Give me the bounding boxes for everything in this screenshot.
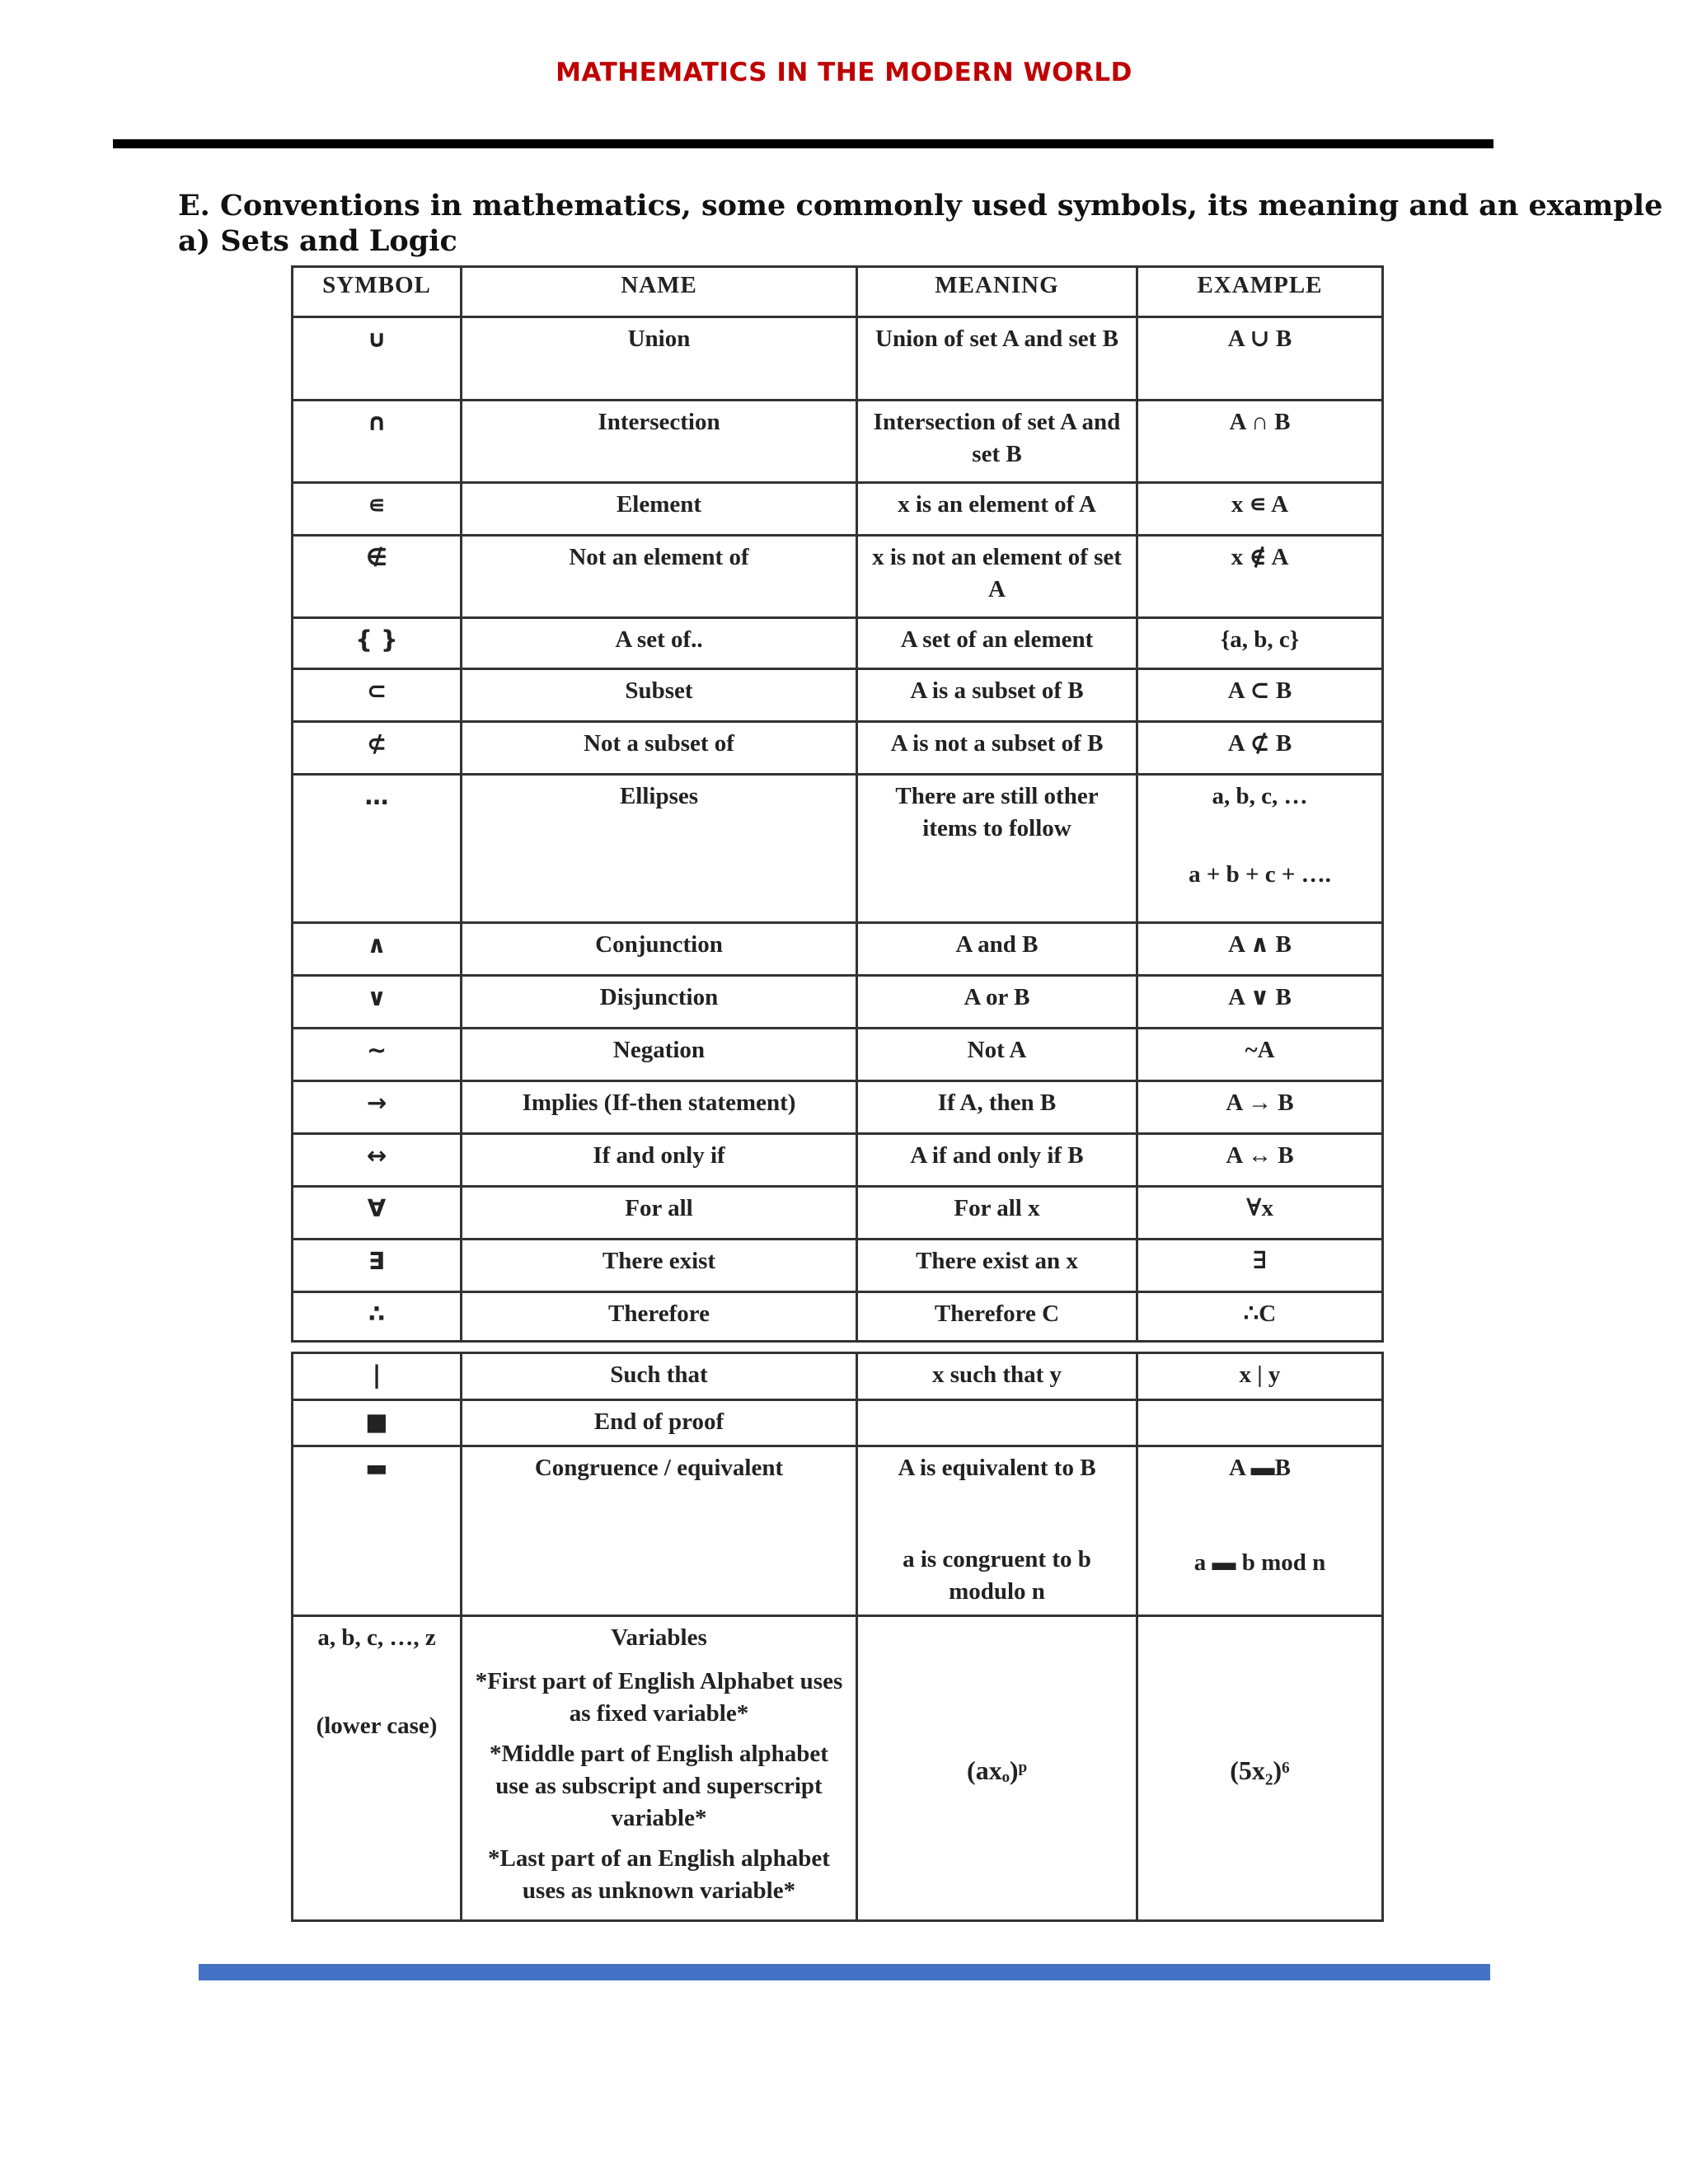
- column-header-meaning: MEANING: [857, 267, 1137, 317]
- table-row: [293, 722, 1383, 775]
- symbol-cell: ∀: [293, 1187, 462, 1240]
- name-cell: There exist: [462, 1240, 857, 1292]
- symbol-cell: [293, 1616, 462, 1921]
- symbol-cell: …: [293, 775, 462, 923]
- example-line: A ▬B: [1229, 1455, 1291, 1481]
- symbol-cell: ∴: [293, 1292, 462, 1342]
- variables-note: *First part of English Alphabet uses as fixed variable*: [475, 1668, 843, 1727]
- name-cell: Intersection: [462, 401, 857, 483]
- symbols-table: [291, 265, 1384, 1343]
- column-header-name: NAME: [462, 267, 857, 317]
- variables-note: *Middle part of English alphabet use as subscript and superscript variable*: [490, 1741, 828, 1831]
- symbol-cell: ⊂: [293, 669, 462, 722]
- symbol-cell: { }: [293, 618, 462, 669]
- symbol-cell: ∧: [293, 923, 462, 976]
- example-line: a ▬ b mod n: [1193, 1549, 1326, 1576]
- example-cell: A ∧ B: [1137, 923, 1383, 976]
- example-cell: A ∪ B: [1137, 317, 1383, 401]
- example-cell: (5x₂)⁶: [1137, 1616, 1383, 1921]
- name-cell: [462, 1616, 857, 1921]
- table-row: [293, 1353, 1383, 1400]
- name-cell: Conjunction: [462, 923, 857, 976]
- variables-symbol-note: (lower case): [316, 1713, 438, 1739]
- name-cell: Ellipses: [462, 775, 857, 923]
- name-cell: If and only if: [462, 1134, 857, 1187]
- example-cell: ∴C: [1137, 1292, 1383, 1342]
- example-line: a + b + c + ….: [1189, 861, 1331, 888]
- meaning-cell: Therefore C: [857, 1292, 1137, 1342]
- name-cell: Element: [462, 483, 857, 536]
- table-row: [293, 1292, 1383, 1342]
- symbols-table-continued: [291, 1352, 1384, 1922]
- symbol-cell: ∊: [293, 483, 462, 536]
- meaning-cell: x is not an element of set A: [857, 536, 1137, 618]
- example-cell: A ↔ B: [1137, 1134, 1383, 1187]
- footer-bar: [199, 1964, 1490, 1980]
- example-cell: ∃: [1137, 1240, 1383, 1292]
- symbol-cell: |: [293, 1353, 462, 1400]
- variables-note: *Last part of an English alphabet uses as unknown variable*: [488, 1845, 830, 1904]
- name-cell: Not a subset of: [462, 722, 857, 775]
- table-header-row: [293, 267, 1383, 317]
- symbol-cell: ∪: [293, 317, 462, 401]
- example-line: a, b, c, …: [1212, 783, 1308, 809]
- name-cell: Subset: [462, 669, 857, 722]
- example-cell: [1137, 1400, 1383, 1446]
- meaning-cell: Not A: [857, 1029, 1137, 1081]
- column-header-symbol: SYMBOL: [293, 267, 462, 317]
- symbol-cell: ↔: [293, 1134, 462, 1187]
- name-cell: For all: [462, 1187, 857, 1240]
- meaning-cell: A and B: [857, 923, 1137, 976]
- example-cell: A → B: [1137, 1081, 1383, 1134]
- example-cell: ~A: [1137, 1029, 1383, 1081]
- section-subheading: a) Sets and Logic: [178, 224, 457, 258]
- example-cell: ∀x: [1137, 1187, 1383, 1240]
- meaning-line: A is equivalent to B: [898, 1455, 1096, 1481]
- table-row: [293, 536, 1383, 618]
- table-row: [293, 1187, 1383, 1240]
- column-header-example: EXAMPLE: [1137, 267, 1383, 317]
- symbol-cell: ~: [293, 1029, 462, 1081]
- table-row: [293, 1029, 1383, 1081]
- meaning-cell: For all x: [857, 1187, 1137, 1240]
- symbol-cell: ∃: [293, 1240, 462, 1292]
- meaning-line: a is congruent to b modulo n: [903, 1546, 1091, 1605]
- table-row: [293, 1240, 1383, 1292]
- meaning-cell: [857, 1400, 1137, 1446]
- variables-symbol: a, b, c, …, z: [317, 1624, 436, 1651]
- meaning-cell: [857, 1446, 1137, 1616]
- meaning-cell: There are still other items to follow: [857, 775, 1137, 923]
- meaning-cell: A is not a subset of B: [857, 722, 1137, 775]
- section-heading-block: [178, 188, 1662, 259]
- example-cell: A ∩ B: [1137, 401, 1383, 483]
- section-heading: E. Conventions in mathematics, some commonly used symbols, its meaning and an example: [178, 189, 1663, 223]
- example-cell: [1137, 775, 1383, 923]
- meaning-cell: A set of an element: [857, 618, 1137, 669]
- table-row: [293, 923, 1383, 976]
- table-row: [293, 669, 1383, 722]
- symbol-cell: →: [293, 1081, 462, 1134]
- table-row: [293, 1400, 1383, 1446]
- page-header-title: MATHEMATICS IN THE MODERN WORLD: [556, 58, 1132, 87]
- meaning-cell: If A, then B: [857, 1081, 1137, 1134]
- table-row: [293, 1134, 1383, 1187]
- name-cell: Congruence / equivalent: [462, 1446, 857, 1616]
- table-row: [293, 483, 1383, 536]
- name-cell: Such that: [462, 1353, 857, 1400]
- example-cell: {a, b, c}: [1137, 618, 1383, 669]
- name-cell: Disjunction: [462, 976, 857, 1029]
- table-row: [293, 618, 1383, 669]
- symbol-cell: ∩: [293, 401, 462, 483]
- meaning-cell: x such that y: [857, 1353, 1137, 1400]
- meaning-cell: A or B: [857, 976, 1137, 1029]
- name-cell: Therefore: [462, 1292, 857, 1342]
- example-cell: x ∊ A: [1137, 483, 1383, 536]
- table-row: [293, 1446, 1383, 1616]
- table-row: [293, 1081, 1383, 1134]
- example-cell: A ⊂ B: [1137, 669, 1383, 722]
- table-row-variables: [293, 1616, 1383, 1921]
- symbol-cell: ⊄: [293, 722, 462, 775]
- meaning-cell: A is a subset of B: [857, 669, 1137, 722]
- meaning-cell: There exist an x: [857, 1240, 1137, 1292]
- variables-name: Variables: [611, 1624, 707, 1651]
- table-row: [293, 775, 1383, 923]
- symbol-cell: ∨: [293, 976, 462, 1029]
- name-cell: Negation: [462, 1029, 857, 1081]
- name-cell: Union: [462, 317, 857, 401]
- meaning-cell: Intersection of set A and set B: [857, 401, 1137, 483]
- meaning-cell: A if and only if B: [857, 1134, 1137, 1187]
- meaning-cell: Union of set A and set B: [857, 317, 1137, 401]
- symbol-cell: ▬: [293, 1446, 462, 1616]
- example-cell: A ∨ B: [1137, 976, 1383, 1029]
- symbol-cell: ∉: [293, 536, 462, 618]
- meaning-cell: (axₒ)ᵖ: [857, 1616, 1137, 1921]
- name-cell: Not an element of: [462, 536, 857, 618]
- name-cell: End of proof: [462, 1400, 857, 1446]
- symbol-cell: ■: [293, 1400, 462, 1446]
- example-cell: x | y: [1137, 1353, 1383, 1400]
- name-cell: A set of..: [462, 618, 857, 669]
- name-cell: Implies (If-then statement): [462, 1081, 857, 1134]
- example-cell: x ∉ A: [1137, 536, 1383, 618]
- table-row: [293, 401, 1383, 483]
- example-cell: A ⊄ B: [1137, 722, 1383, 775]
- example-cell: [1137, 1446, 1383, 1616]
- table-row: [293, 317, 1383, 401]
- table-row: [293, 976, 1383, 1029]
- meaning-cell: x is an element of A: [857, 483, 1137, 536]
- header-rule: [113, 139, 1493, 148]
